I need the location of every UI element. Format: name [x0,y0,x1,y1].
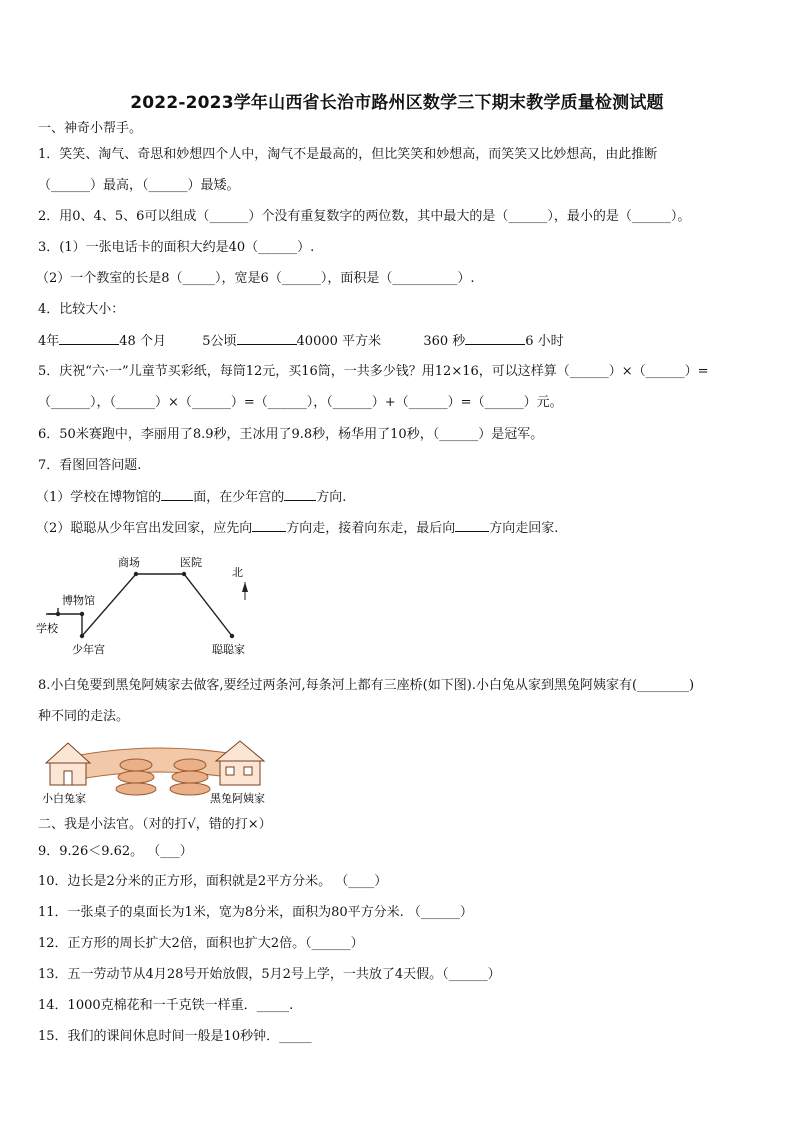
label-school: 学校 [36,622,58,635]
compare-left-1: 4年 [38,334,60,349]
question-7-prompt: 7．看图回答问题. [38,458,142,473]
answer-blank [455,519,489,532]
river-right [170,759,210,795]
question-1-line-2: （______）最高，（______）最矮。 [38,178,240,193]
label-hospital: 医院 [180,556,202,569]
label-museum: 博物馆 [62,594,95,607]
question-8-line-1: 8.小白兔要到黑兔阿姨家去做客,要经过两条河,每条河上都有三座桥(如下图).小白兔从家到黑兔阿姨家有(________) [38,678,695,693]
question-7-part-2: （2）聪聪从少年宫出发回家，应先向 方向走，接着向东走，最后向 方向走回家. [36,521,559,536]
compare-left-2: 5公顷 [202,334,237,349]
house-right-icon [216,741,264,785]
compare-blank-3 [465,332,525,345]
judge-question-14: 14．1000克棉花和一千克铁一样重．_____. [38,998,294,1013]
question-6: 6．50米赛跑中，李丽用了8.9秒，王冰用了9.8秒，杨华用了10秒，（______）是冠军。 [38,427,544,442]
question-7-part-1: （1）学校在博物馆的 面，在少年宫的 方向. [36,490,347,505]
judge-question-13: 13．五一劳动节从4月28号开始放假，5月2号上学，一共放了4天假。（______） [38,967,501,982]
question-5-line-1: 5．庆祝“六·一”儿童节买彩纸，每筒12元，买16筒，一共多少钱？用12×16，可以这样算（______）×（______）= [38,364,709,379]
answer-blank [161,488,193,501]
question-1-line-1: 1．笑笑、淘气、奇思和妙想四个人中，淘气不是最高的，但比笑笑和妙想高，而笑笑又比妙想高，由此推断 [38,147,658,162]
question-3-part-2: （2）一个教室的长是8（_____），宽是6（______），面积是（__________）. [36,271,475,286]
page-title: 2022-2023学年山西省长治市路州区数学三下期末教学质量检测试题 [130,93,664,113]
question-4-items [38,332,768,351]
label-youth-palace: 少年宫 [72,643,105,656]
compare-right-2: 40000 平方米 [296,334,382,349]
river-left [116,759,156,795]
answer-blank [284,488,316,501]
node-home [230,634,234,638]
label-north: 北 [232,566,243,579]
label-white-rabbit-home: 小白兔家 [42,792,86,805]
compare-blank-1 [59,332,119,345]
compare-blank-2 [237,332,297,345]
section-heading-1: 一、神奇小帮手。 [38,121,143,136]
compare-left-3: 360 秒 [423,334,466,349]
judge-question-15: 15．我们的课间休息时间一般是10秒钟．_____ [38,1029,312,1044]
question-4-prompt: 4．比较大小： [38,302,125,317]
judge-question-9: 9．9.26＜9.62。 （___） [38,844,193,859]
label-market: 商场 [118,556,140,569]
house-left-icon [46,743,90,785]
direction-map [36,552,276,664]
node-museum [80,612,84,616]
question-5-line-2: （______），（______）×（______）=（______），（______）+（______）=（______）元。 [38,395,563,410]
compare-right-3: 6 小时 [525,334,564,349]
road-banner [80,748,240,779]
judge-question-10: 10．边长是2分米的正方形，面积就是2平方分米。 （____） [38,874,388,889]
section-heading-2: 二、我是小法官。（对的打√，错的打×） [38,817,272,832]
bridges-picture [40,735,284,807]
answer-blank [252,519,286,532]
compare-right-1: 48 个月 [119,334,166,349]
node-school [56,612,60,616]
route-path [82,574,232,636]
node-market [134,572,138,576]
node-hospital [182,572,186,576]
label-congcong-home: 聪聪家 [212,643,245,656]
label-black-rabbit-home: 黑兔阿姨家 [210,792,265,805]
node-youth-palace [80,634,84,638]
question-8-line-2: 种不同的走法。 [38,709,130,724]
judge-question-12: 12．正方形的周长扩大2倍，面积也扩大2倍。（______） [38,936,364,951]
question-3-part-1: 3．(1）一张电话卡的面积大约是40（______）. [38,240,315,255]
judge-question-11: 11．一张桌子的桌面长为1米，宽为8分米，面积为80平方分米. （______） [38,905,473,920]
question-2: 2．用0、4、5、6可以组成（______）个没有重复数字的两位数，其中最大的是（______），最小的是（______）。 [38,209,691,224]
